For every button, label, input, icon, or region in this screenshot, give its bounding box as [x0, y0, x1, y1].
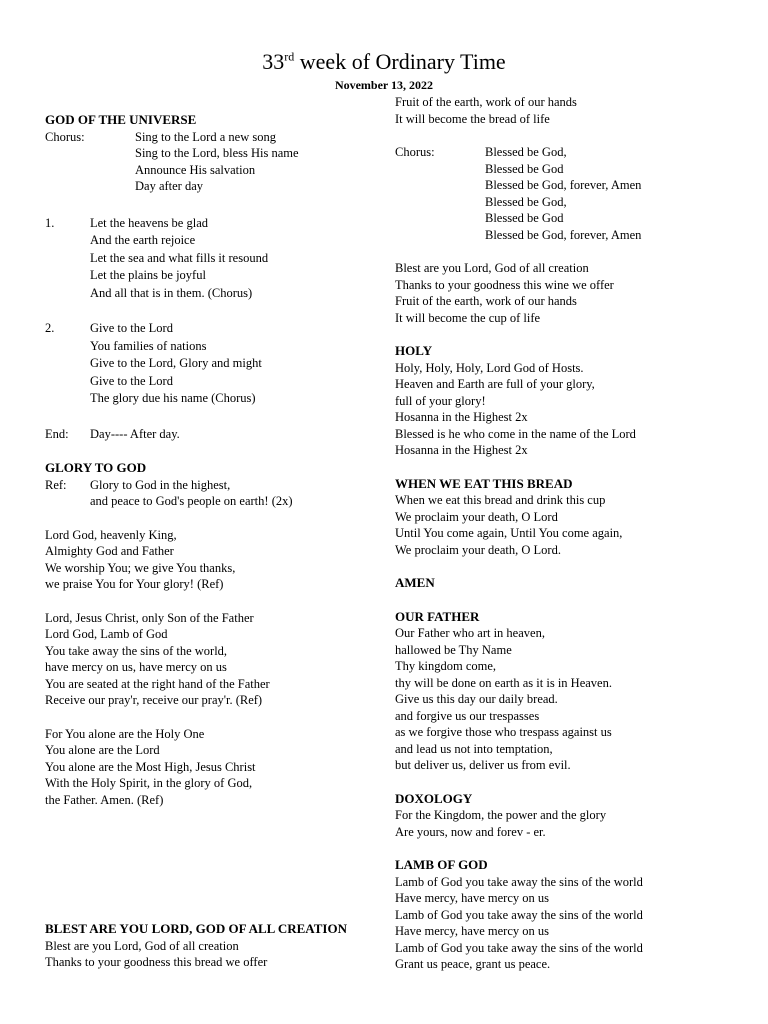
lyric-line: and peace to God's people on earth! (2x)	[90, 494, 293, 508]
left-column-bottom	[45, 921, 385, 971]
lyric-line: Receive our pray'r, receive our pray'r. (Ref)	[45, 693, 263, 707]
chorus-line: Chorus: Blessed be God,	[395, 145, 567, 159]
lyric-line: We worship You; we give You thanks,	[45, 560, 236, 575]
lyric-line: Fruit of the earth, work of our hands	[395, 294, 577, 308]
lyric-line: For the Kingdom, the power and the glory	[395, 808, 607, 822]
lyric-line: Blessed be God,	[485, 194, 567, 209]
lyric-line: Almighty God and Father	[45, 544, 174, 558]
lyric-line: Have mercy, have mercy on us	[395, 924, 549, 938]
lyric-line: full of your glory!	[395, 393, 486, 408]
section-title-holy: HOLY	[395, 343, 433, 358]
page-date: November 13, 2022	[334, 78, 434, 92]
chorus-line: Chorus: Sing to the Lord a new song	[45, 129, 276, 144]
lyric-line: Blest are you Lord, God of all creation	[45, 938, 239, 953]
lyric-line: You families of nations	[90, 338, 207, 353]
lyric-line: the Father. Amen. (Ref)	[45, 792, 164, 807]
lyric-line: You are seated at the right hand of the Father	[45, 676, 270, 691]
section-title-when-we-eat: WHEN WE EAT THIS BREAD	[395, 475, 573, 491]
section-title-doxology: DOXOLOGY	[395, 790, 473, 806]
lyric-line: have mercy on us, have mercy on us	[45, 660, 227, 674]
right-column	[395, 94, 735, 973]
lyric-line: We proclaim your death, O Lord.	[395, 542, 561, 557]
verse-1-line: 1. Let the heavens be glad	[45, 215, 209, 230]
lyric-line: Holy, Holy, Holy, Lord God of Hosts.	[395, 360, 584, 375]
lyric-line: Blessed be God, forever, Amen	[485, 227, 642, 242]
lyric-line: Lamb of God you take away the sins of the world	[395, 874, 643, 889]
lyric-line: Blessed is he who come in the name of the Lord	[395, 426, 636, 441]
lyric-line: but deliver us, deliver us from evil.	[395, 758, 571, 772]
section-title-amen: AMEN	[395, 575, 435, 590]
lyric-line: And the earth rejoice	[90, 233, 196, 247]
lyric-line: Blest are you Lord, God of all creation	[395, 261, 589, 275]
lyric-line: It will become the bread of life	[395, 111, 550, 126]
lyric-line: Grant us peace, grant us peace.	[395, 957, 551, 971]
end-line: End: Day---- After day.	[45, 426, 180, 441]
lyric-line: Lord God, heavenly King,	[45, 527, 177, 542]
lyric-line: You alone are the Lord	[45, 743, 160, 757]
ref-line: Ref: Glory to God in the highest,	[45, 477, 231, 492]
lyric-line: Until You come again, Until You come again,	[395, 526, 623, 540]
lyric-line: Give to the Lord, Glory and might	[90, 356, 262, 370]
lyric-line: thy will be done on earth as it is in Heaven.	[395, 675, 612, 690]
lyric-line: Hosanna in the Highest 2x	[395, 410, 528, 424]
section-title-blest-are-you: BLEST ARE YOU LORD, GOD OF ALL CREATION	[45, 921, 347, 936]
section-title-god-of-the-universe: GOD OF THE UNIVERSE	[45, 112, 197, 127]
verse-2-line: 2. Give to the Lord	[45, 321, 173, 335]
lyric-line: Thy kingdom come,	[395, 659, 497, 673]
lyric-line: Hosanna in the Highest 2x	[395, 443, 528, 457]
lyric-line: When we eat this bread and drink this cup	[395, 493, 606, 507]
lyric-line: Heaven and Earth are full of your glory,	[395, 377, 595, 391]
section-title-lamb-of-god: LAMB OF GOD	[395, 857, 488, 872]
lyric-line: Lamb of God you take away the sins of the world	[395, 907, 643, 922]
lyric-line: Lord God, Lamb of God	[45, 627, 168, 641]
lyric-line: You alone are the Most High, Jesus Christ	[45, 759, 256, 774]
page-title: 33rd week of Ordinary Time	[262, 49, 506, 74]
lyric-line: You take away the sins of the world,	[45, 643, 228, 658]
lyric-line: The glory due his name (Chorus)	[90, 391, 256, 405]
lyric-line: Give us this day our daily bread.	[395, 692, 558, 706]
lyric-line: Blessed be God	[485, 211, 564, 225]
lyric-line: and lead us not into temptation,	[395, 741, 553, 756]
lyric-line: Thanks to your goodness this wine we offer	[395, 277, 614, 292]
lyric-line: Have mercy, have mercy on us	[395, 891, 549, 905]
lyric-line: Give to the Lord	[90, 373, 173, 388]
lyric-line: Lamb of God you take away the sins of the world	[395, 940, 643, 955]
lyric-line: Our Father who art in heaven,	[395, 626, 545, 640]
lyric-line: as we forgive those who trespass against us	[395, 725, 612, 739]
lyric-line: For You alone are the Holy One	[45, 726, 205, 741]
lyric-line: Sing to the Lord, bless His name	[135, 146, 299, 160]
section-title-our-father: OUR FATHER	[395, 608, 480, 624]
lyric-line: we praise You for Your glory! (Ref)	[45, 577, 224, 591]
lyric-line: Lord, Jesus Christ, only Son of the Father	[45, 610, 254, 625]
lyric-line: Day after day	[135, 179, 204, 193]
lyric-line: Blessed be God, forever, Amen	[485, 178, 642, 192]
lyric-line: Let the sea and what fills it resound	[90, 250, 269, 265]
title-superscript: rd	[284, 49, 295, 64]
left-column	[45, 112, 380, 808]
lyric-line: Are yours, now and forev - er.	[395, 824, 546, 839]
lyric-line: Announce His salvation	[135, 162, 256, 177]
lyric-line: Let the plains be joyful	[90, 268, 206, 282]
lyric-line: and forgive us our trespasses	[395, 708, 540, 723]
lyric-line: Blessed be God	[485, 161, 564, 176]
lyric-line: With the Holy Spirit, in the glory of God,	[45, 776, 253, 790]
lyric-line: And all that is in them. (Chorus)	[90, 285, 253, 300]
section-title-glory-to-god: GLORY TO GOD	[45, 460, 147, 475]
lyric-line: It will become the cup of life	[395, 310, 541, 325]
lyric-line: Fruit of the earth, work of our hands	[395, 95, 577, 109]
lyric-line: hallowed be Thy Name	[395, 642, 512, 657]
lyric-line: We proclaim your death, O Lord	[395, 509, 558, 524]
lyric-line: Thanks to your goodness this bread we offer	[45, 955, 268, 969]
